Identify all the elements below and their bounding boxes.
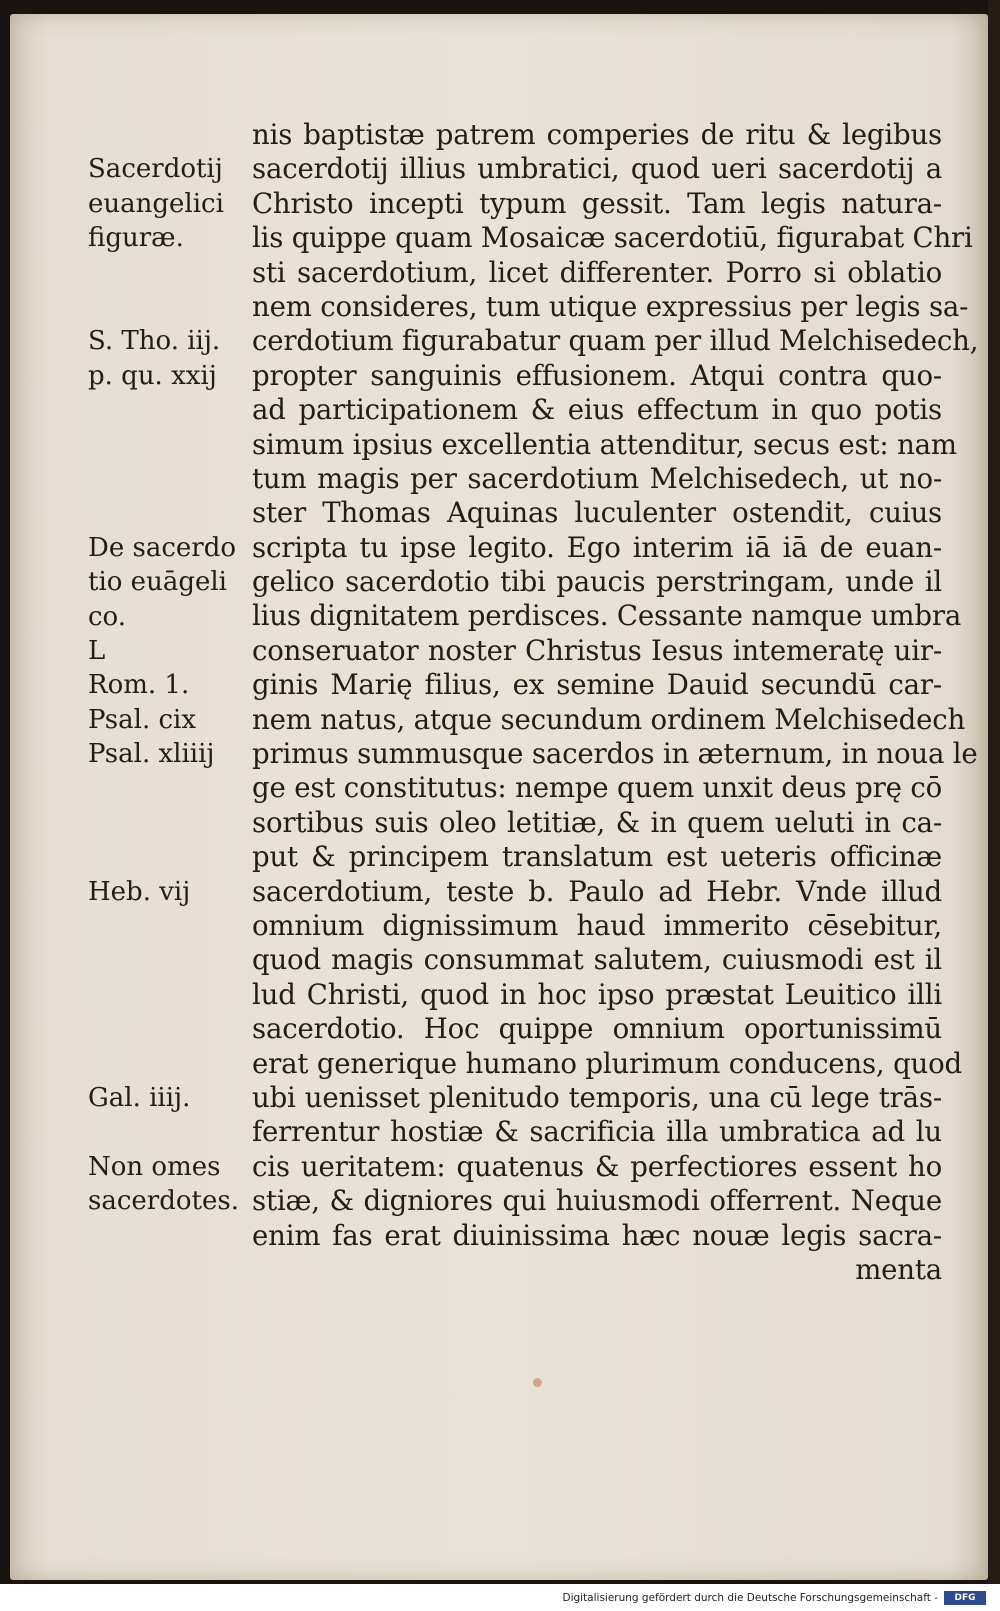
- text-line: sacerdotio. Hoc quippe omnium oportunissimū: [252, 1012, 942, 1046]
- text-line: nem consideres, tum utique expressius per legis sa-: [252, 289, 969, 323]
- margin-note: sacerdotes.: [88, 1186, 239, 1217]
- text-line: cis ueritatem: quatenus & perfectiores essent ho: [252, 1149, 942, 1183]
- main-text-block: [252, 118, 979, 1287]
- text-line: omnium dignissimum haud immerito cēsebitur,: [252, 908, 942, 942]
- text-line: menta: [855, 1252, 942, 1286]
- margin-note: Psal. xliiij: [88, 739, 215, 770]
- text-line: conseruator noster Christus Iesus intemeratę uir-: [252, 633, 942, 667]
- text-line: ferrentur hostiæ & sacrificia illa umbratica ad lu: [252, 1115, 942, 1149]
- text-line: lius dignitatem perdisces. Cessante namque umbra: [252, 599, 962, 633]
- margin-note: p. qu. xxij: [88, 360, 217, 391]
- text-line: ubi uenisset plenitudo temporis, una cū lege trās-: [252, 1080, 942, 1114]
- margin-note: Sacerdotij: [88, 154, 223, 185]
- margin-note: Rom. 1.: [88, 670, 190, 701]
- text-line: ad participationem & eius effectum in quo potis: [252, 393, 942, 427]
- text-line: lis quippe quam Mosaicæ sacerdotiū, figurabat Chri: [252, 221, 973, 255]
- text-line: sacerdotium, teste b. Paulo ad Hebr. Vnde illud: [252, 874, 942, 908]
- text-line: sortibus suis oleo letitiæ, & in quem ueluti in ca-: [252, 805, 942, 839]
- text-line: ginis Marię filius, ex semine Dauid secundū car-: [252, 668, 942, 702]
- text-line: propter sanguinis effusionem. Atqui contra quo-: [252, 358, 942, 392]
- text-line: lud Christi, quod in hoc ipso præstat Leuitico illi: [252, 977, 942, 1011]
- text-line: put & principem translatum est ueteris officinæ: [252, 840, 942, 874]
- page-edge-shadow: [988, 0, 1000, 1611]
- margin-note: S. Tho. iij.: [88, 326, 221, 357]
- margin-note: tio euāgeli: [88, 567, 227, 598]
- text-line: quod magis consummat salutem, cuiusmodi est il: [252, 943, 942, 977]
- text-line: Christo incepti typum gessit. Tam legis natura-: [252, 186, 942, 220]
- margin-note: Gal. iiij.: [88, 1083, 191, 1114]
- text-line: simum ipsius excellentia attenditur, secus est: nam: [252, 427, 957, 461]
- text-line: sacerdotij illius umbratici, quod ueri sacerdotij a: [252, 152, 942, 186]
- text-line: nem natus, atque secundum ordinem Melchisedech: [252, 702, 966, 736]
- margin-note: L: [88, 636, 106, 666]
- text-line: stiæ, & digniores qui huiusmodi offerrent. Neque: [252, 1184, 942, 1218]
- margin-note: euangelici: [88, 188, 224, 219]
- digitization-credit: Digitalisierung gefördert durch die Deutsche Forschungsgemeinschaft -: [562, 1592, 938, 1604]
- text-line: ster Thomas Aquinas luculenter ostendit, cuius: [252, 496, 942, 530]
- text-line: enim fas erat diuinissima hæc nouæ legis sacra-: [252, 1218, 942, 1252]
- text-line: erat generique humano plurimum conducens, quod: [252, 1046, 962, 1080]
- text-line: gelico sacerdotio tibi paucis perstringam, unde il: [252, 565, 942, 599]
- margin-note: Non omes: [88, 1152, 221, 1182]
- footer-bar: [0, 1584, 1000, 1611]
- margin-note: Heb. vij: [88, 876, 191, 907]
- margin-note: Psal. cix: [88, 704, 197, 735]
- text-line: primus summusque sacerdos in æternum, in noua le: [252, 737, 978, 771]
- text-line: scripta tu ipse legito. Ego interim iā iā de euan-: [252, 530, 942, 564]
- text-line: sti sacerdotium, licet differenter. Porro si oblatio: [252, 255, 942, 289]
- margin-note: figuræ.: [88, 223, 184, 254]
- margin-note: co.: [88, 601, 127, 632]
- ink-stain: [533, 1378, 542, 1387]
- text-line: cerdotium figurabatur quam per illud Melchisedech,: [252, 324, 979, 358]
- text-line: nis baptistæ patrem comperies de ritu & legibus: [252, 118, 942, 151]
- dfg-logo-icon: DFG: [944, 1591, 986, 1605]
- margin-note: De sacerdo: [88, 532, 237, 563]
- text-line: ge est constitutus: nempe quem unxit deus prę cō: [252, 771, 942, 805]
- text-line: tum magis per sacerdotium Melchisedech, ut no-: [252, 461, 942, 495]
